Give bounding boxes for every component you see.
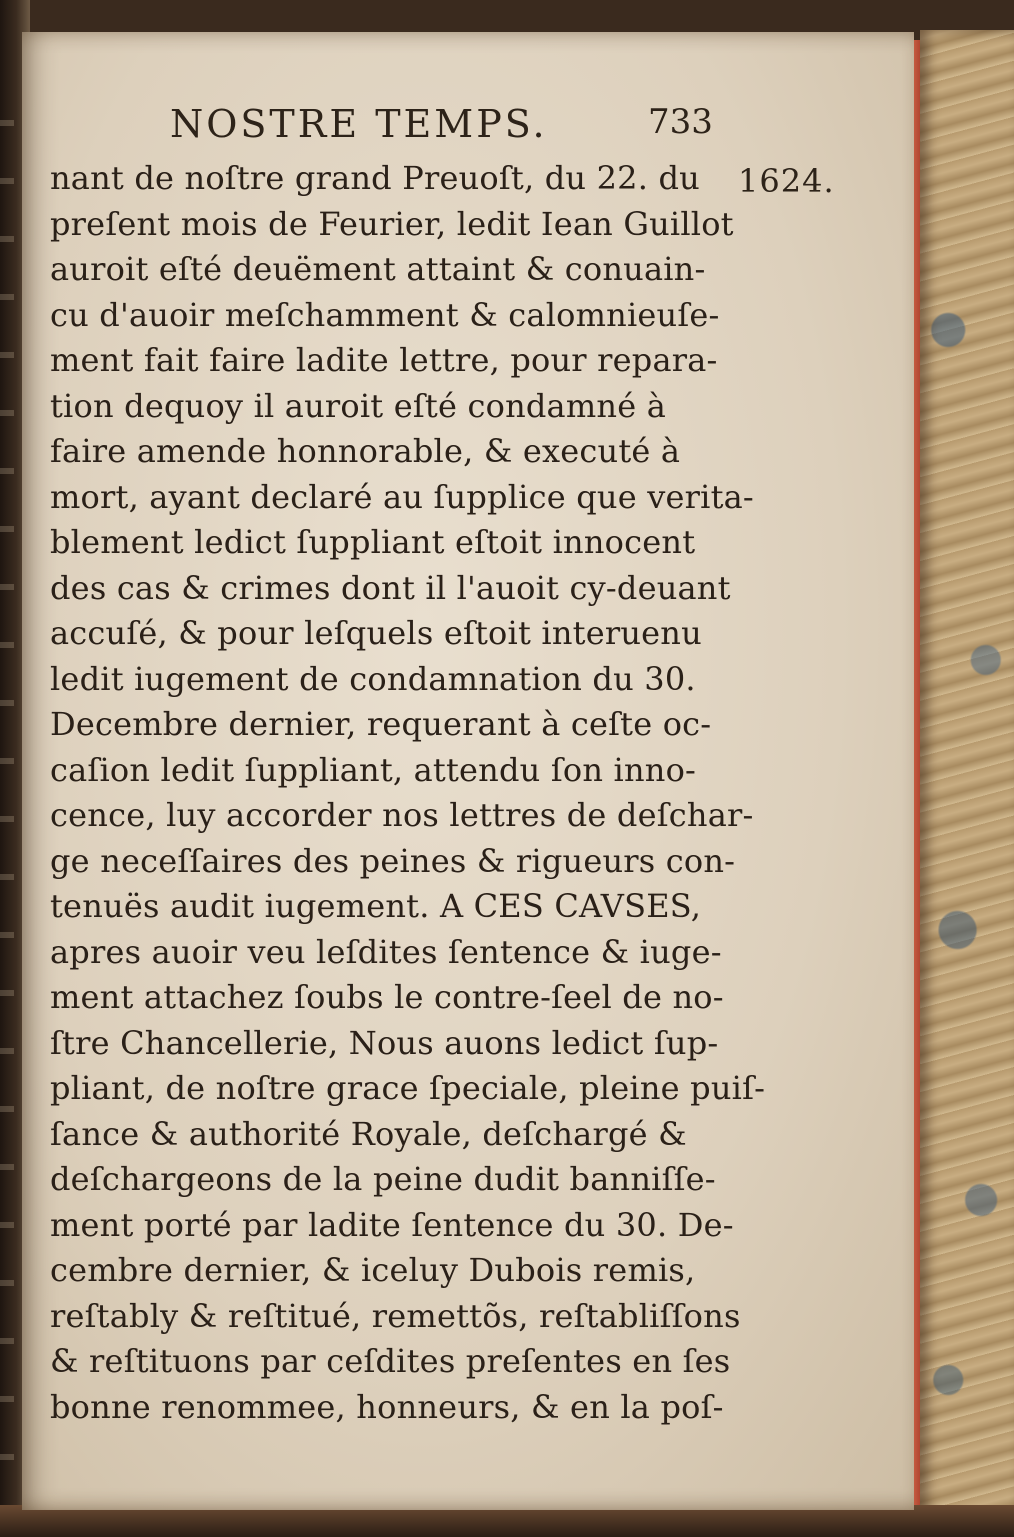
running-title: NOSTRE TEMPS. [170, 102, 548, 146]
text-line: apres auoir veu leſdites ſentence & iuge- [50, 932, 722, 971]
page-header [170, 102, 713, 152]
text-line: & reſtituons par ceſdites preſentes en ſes [50, 1342, 731, 1380]
margin-date-note: 1624. [738, 162, 835, 200]
text-line: bonne renommee, honneurs, & en la poſ- [50, 1387, 724, 1426]
text-line: blement ledict ſuppliant eſtoit innocent [50, 523, 696, 561]
text-line: auroit eſté deuëment attaint & conuain- [50, 250, 706, 288]
text-line: cence, luy accorder nos lettres de deſchar- [50, 796, 754, 834]
text-line: ſance & authorité Royale, deſchargé & [50, 1114, 687, 1153]
text-line: tenuës audit iugement. A CES CAVSES, [50, 887, 702, 925]
text-line: ge neceſſaires des peines & rigueurs con- [50, 841, 736, 880]
text-line: des cas & crimes dont il l'auoit cy-deuant [50, 568, 731, 607]
marbled-cover-board [920, 30, 1014, 1530]
text-line: ledit iugement de condamnation du 30. [50, 659, 696, 698]
facing-page-edge [0, 120, 14, 1520]
text-line: tion dequoy il auroit eſté condamné à [50, 386, 666, 425]
book-page [22, 32, 914, 1510]
text-line: cu d'auoir meſchamment & calomnieuſe- [50, 295, 720, 334]
text-line: reſtably & reſtitué, remettõs, reſtabliſſons [50, 1296, 741, 1335]
text-line: accuſé, & pour leſquels eſtoit interuenu [50, 614, 702, 652]
text-line: Decembre dernier, requerant à ceſte oc- [50, 705, 712, 743]
text-line: mort, ayant declaré au ſupplice que verita- [50, 477, 754, 516]
text-line: nant de noſtre grand Preuoſt, du 22. du [50, 159, 700, 197]
text-line: ſtre Chancellerie, Nous auons ledict ſup- [50, 1023, 719, 1062]
text-line: ment attachez ſoubs le contre-ſeel de no- [50, 978, 724, 1016]
text-line: caſion ledit ſuppliant, attendu ſon inno- [50, 750, 697, 789]
body-text [50, 156, 766, 1430]
text-line: faire amende honnorable, & executé à [50, 432, 681, 470]
text-line: ment porté par ladite ſentence du 30. De- [50, 1205, 734, 1244]
text-line: pliant, de noſtre grace ſpeciale, pleine puiſ- [50, 1069, 766, 1107]
text-line: deſchargeons de la peine dudit banniſſe- [50, 1160, 716, 1198]
text-line: cembre dernier, & iceluy Dubois remis, [50, 1251, 696, 1289]
text-line: preſent mois de Feurier, ledit Iean Guillot [50, 204, 734, 243]
page-number: 733 [648, 102, 713, 142]
text-line: ment fait faire ladite lettre, pour repara- [50, 341, 718, 379]
